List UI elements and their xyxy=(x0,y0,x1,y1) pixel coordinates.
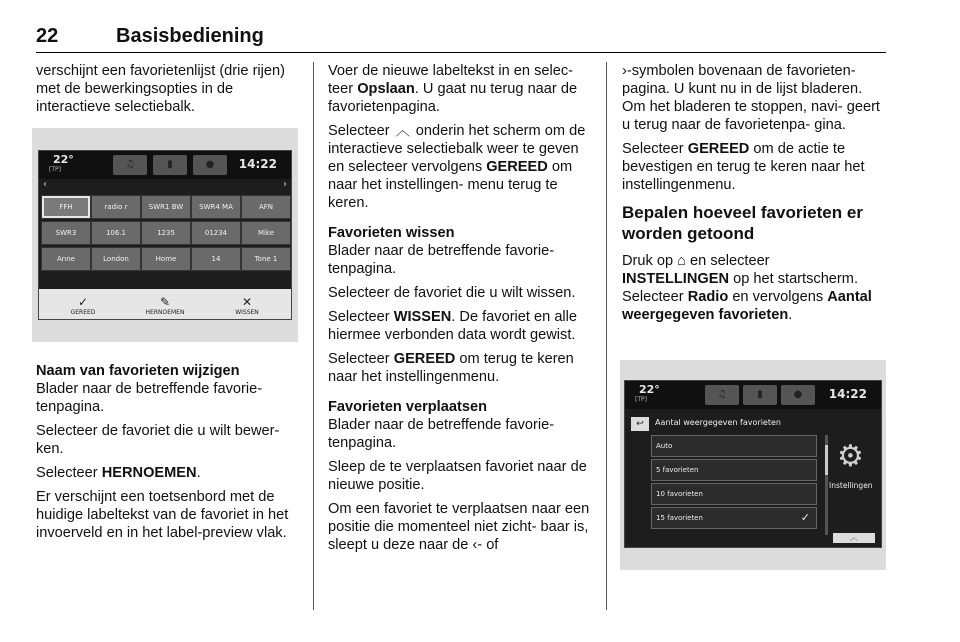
column-divider xyxy=(313,62,314,610)
option-item[interactable]: 15 favorieten ✓ xyxy=(651,507,817,529)
done-label: GEREED xyxy=(70,309,96,316)
status-bar xyxy=(625,381,881,409)
tp-indicator: [TP] xyxy=(49,166,61,173)
favorite-button[interactable]: 01234 xyxy=(191,221,241,245)
home-icon: ⌂ xyxy=(677,253,686,269)
paragraph: Selecteer GEREED om terug te keren naar het instellingenmenu. xyxy=(328,351,574,385)
app-icon[interactable]: ● xyxy=(193,155,227,175)
paragraph: Blader naar de betreffende favorie- tenpagina. xyxy=(36,381,263,415)
settings-screenshot xyxy=(620,360,886,570)
checkmark-icon: ✓ xyxy=(77,295,89,309)
paragraph: Sleep de te verplaatsen favoriet naar de nieuwe positie. xyxy=(328,459,587,493)
delete-button[interactable] xyxy=(217,296,277,316)
rename-button[interactable] xyxy=(135,296,195,316)
favorite-button[interactable]: radio r xyxy=(91,195,141,219)
favorite-button[interactable]: 106.1 xyxy=(91,221,141,245)
paragraph: Selecteer HERNOEMEN. xyxy=(36,465,201,481)
app-icon[interactable]: ● xyxy=(781,385,815,405)
audio-icon[interactable]: ♫ xyxy=(705,385,739,405)
back-button[interactable] xyxy=(631,417,649,431)
favorites-screenshot xyxy=(32,128,298,342)
favorite-button[interactable]: 1235 xyxy=(141,221,191,245)
favorite-button[interactable]: Mike xyxy=(241,221,291,245)
section-heading: Favorieten verplaatsen xyxy=(328,399,487,415)
intro-paragraph: verschijnt een favorietenlijst (drie rijen) met de bewerkingsopties in de interactieve selectiebalk. xyxy=(36,63,286,115)
phone-icon[interactable]: ▮ xyxy=(153,155,187,175)
chevron-up-icon: ︿ xyxy=(850,533,858,542)
option-item[interactable]: Auto xyxy=(651,435,817,457)
paragraph: Er verschijnt een toetsenbord met de huidige labeltekst van de favoriet in het invoerveld en in het label-preview vlak. xyxy=(36,489,289,541)
paragraph: Selecteer Radio en vervolgens Aantal weergegeven favorieten. xyxy=(622,289,872,323)
column-2 xyxy=(328,62,592,560)
section-heading: Favorieten wissen xyxy=(328,225,455,241)
interactive-selector-bar xyxy=(39,289,291,319)
infotainment-screen xyxy=(38,150,292,320)
pencil-icon: ✎ xyxy=(159,295,171,309)
status-bar xyxy=(39,151,291,179)
column-1-lower xyxy=(36,362,300,548)
column-3 xyxy=(622,62,888,330)
tp-indicator: [TP] xyxy=(635,396,647,403)
favorite-button[interactable]: SWR3 xyxy=(41,221,91,245)
clock: 14:22 xyxy=(828,387,867,401)
paragraph: Selecteer de favoriet die u wilt bewer- ken. xyxy=(36,423,280,457)
done-button[interactable] xyxy=(53,296,113,316)
option-item[interactable]: 10 favorieten xyxy=(651,483,817,505)
chevron-left-icon[interactable]: ‹ xyxy=(43,179,47,190)
favorite-button[interactable]: Home xyxy=(141,247,191,271)
infotainment-screen xyxy=(624,380,882,548)
option-item[interactable]: 5 favorieten xyxy=(651,459,817,481)
paragraph: Om een favoriet te verplaatsen naar een positie die momenteel niet zicht- baar is, sleept u deze naar de ‹- of xyxy=(328,501,590,553)
checkmark-icon: ✓ xyxy=(800,511,810,524)
favorite-button[interactable]: AFN xyxy=(241,195,291,219)
chapter-title: Basisbediening xyxy=(116,25,264,47)
close-icon: ✕ xyxy=(241,295,253,309)
chevron-right-icon[interactable]: › xyxy=(283,179,287,190)
column-1 xyxy=(36,62,300,122)
settings-label: Instellingen xyxy=(829,481,873,490)
paragraph: Blader naar de betreffende favorie- tenpagina. xyxy=(328,417,555,451)
gear-icon: ⚙ xyxy=(837,439,864,474)
temperature: 22° xyxy=(53,153,74,166)
paragraph: Blader naar de betreffende favorie- tenpagina. xyxy=(328,243,555,277)
section-heading: Bepalen hoeveel favorieten er worden getoond xyxy=(622,203,863,243)
scroll-up-button[interactable] xyxy=(833,533,875,543)
scrollbar-thumb[interactable] xyxy=(825,445,828,475)
page-number: 22 xyxy=(36,25,59,47)
scrollbar[interactable] xyxy=(825,435,828,535)
paragraph: Selecteer GEREED om de actie te bevestigen en terug te keren naar het instellingenmenu. xyxy=(622,141,865,193)
favorite-button[interactable]: SWR4 MA xyxy=(191,195,241,219)
paragraph: Voer de nieuwe labeltekst in en selec- teer Opslaan. U gaat nu terug naar de favorietenpagina. xyxy=(328,63,578,115)
chevron-up-icon: ︿ xyxy=(395,123,411,139)
favorite-button[interactable]: SWR1 BW xyxy=(141,195,191,219)
paragraph: Druk op ⌂ en selecteer INSTELLINGEN op het startscherm. xyxy=(622,253,858,287)
rename-label: HERNOEMEN xyxy=(145,309,185,316)
clock: 14:22 xyxy=(238,157,277,171)
paragraph: ›-symbolen bovenaan de favorieten- pagina. U kunt nu in de lijst bladeren. Om het bladeren te stoppen, navi- geert u terug naar de favorietenpa- gina. xyxy=(622,63,880,133)
favorite-button[interactable]: Anne xyxy=(41,247,91,271)
list-title: Aantal weergegeven favorieten xyxy=(655,418,781,427)
phone-icon[interactable]: ▮ xyxy=(743,385,777,405)
favorite-button[interactable]: FFH xyxy=(41,195,91,219)
column-divider xyxy=(606,62,607,610)
paragraph: Selecteer ︿ onderin het scherm om de interactieve selectiebalk weer te geven en selecteer vervolgens GEREED om naar het instellingen- menu terug te keren. xyxy=(328,123,586,211)
favorite-button[interactable]: 14 xyxy=(191,247,241,271)
temperature: 22° xyxy=(639,383,660,396)
delete-label: WISSEN xyxy=(235,309,259,316)
section-heading: Naam van favorieten wijzigen xyxy=(36,363,240,379)
favorite-button[interactable]: Tone 1 xyxy=(241,247,291,271)
page-header xyxy=(36,22,886,53)
favorite-button[interactable]: London xyxy=(91,247,141,271)
page-nav xyxy=(39,181,291,193)
paragraph: Selecteer de favoriet die u wilt wissen. xyxy=(328,285,576,301)
paragraph: Selecteer WISSEN. De favoriet en alle hiermee verbonden data wordt gewist. xyxy=(328,309,578,343)
back-arrow-icon: ↩ xyxy=(636,419,644,429)
audio-icon[interactable]: ♫ xyxy=(113,155,147,175)
